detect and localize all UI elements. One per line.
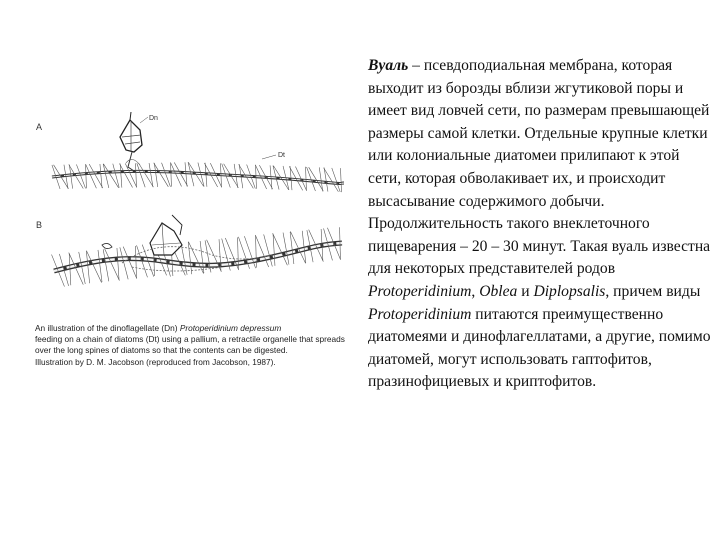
spine	[321, 229, 322, 245]
spine	[58, 271, 64, 287]
spine	[327, 228, 334, 244]
spine	[226, 176, 230, 188]
spine	[309, 230, 316, 246]
spine	[295, 167, 301, 179]
spine	[149, 163, 151, 175]
spine	[124, 263, 128, 279]
spine	[255, 235, 262, 251]
caption-credit: Illustration by D. M. Jacobson (reproduced from Jacobson, 1987).	[35, 356, 276, 367]
spine	[336, 180, 340, 192]
spine	[331, 180, 338, 192]
spine	[205, 240, 208, 256]
spine	[70, 269, 71, 285]
spine	[76, 177, 83, 189]
spine	[148, 261, 154, 277]
caption-species-name: Protoperidinium depressum	[179, 323, 282, 333]
genus-name: Oblea	[479, 282, 518, 300]
spine	[137, 163, 141, 175]
dt-label: Dt	[278, 152, 285, 159]
spine	[236, 176, 238, 188]
spine	[222, 239, 226, 255]
text-run: – псевдоподиальная мембрана, которая выходит из борозды вблизи жгутиковой поры и имеет вид ловчей сети, по размерам превышающей размеры самой клетки. Отдельные крупные клетки или колониальные диатомеи прилипают к этой сети, которая обволакивает их, и происходит высасывание содержимого добычи. Продолжительность такого внеклеточного пищеварения – 20 – 30 минут. Такая вуаль известна для некоторых представителей родов	[368, 57, 711, 278]
spine	[146, 175, 153, 187]
diatom-chain-b	[54, 243, 342, 271]
spine	[141, 175, 145, 187]
panel-a-drawing	[36, 112, 344, 192]
diatom-spines-b	[52, 227, 341, 286]
spine	[238, 237, 244, 253]
spine	[309, 167, 316, 179]
spine	[91, 176, 96, 188]
dinoflagellate-cell-a	[120, 112, 142, 171]
spine	[191, 174, 194, 186]
panel-b-drawing	[36, 215, 342, 287]
text-run: ,	[471, 282, 480, 300]
caption-line-2: feeding on a chain of diatoms (Dt) using a pallium, a retractile organelle that spreads over the long spines of diatoms so that the contents can be digested.	[35, 334, 345, 356]
spine	[106, 176, 109, 188]
spine	[126, 176, 133, 188]
genus-name: Protoperidinium	[368, 305, 472, 323]
spine	[264, 234, 268, 250]
spine	[283, 166, 286, 178]
spine	[184, 259, 187, 275]
spine	[64, 270, 69, 286]
dinoflagellate-illustration	[22, 95, 352, 325]
spine	[76, 269, 83, 285]
spine	[176, 175, 182, 187]
spine	[307, 167, 311, 179]
spine	[88, 267, 90, 283]
text-run: , причем виды	[605, 282, 701, 300]
spine	[307, 230, 310, 246]
spine	[121, 176, 122, 188]
spine	[328, 244, 332, 260]
spine	[332, 168, 336, 180]
spine	[246, 176, 253, 188]
spine	[52, 255, 58, 271]
spine	[130, 263, 137, 279]
spine	[219, 239, 220, 255]
term-veil: Вуаль	[368, 57, 409, 74]
genus-name: Protoperidinium	[368, 282, 472, 300]
spine	[106, 265, 109, 281]
caption-line-1	[35, 323, 355, 334]
spine	[156, 175, 158, 187]
spine	[334, 244, 341, 260]
spine	[52, 165, 56, 177]
spine	[166, 175, 170, 187]
spine	[113, 164, 116, 176]
spine	[302, 231, 304, 247]
spine	[225, 238, 232, 254]
body-paragraph	[368, 55, 716, 394]
caption-text: An illustration of the dinoflagellate (Dn)	[35, 323, 180, 333]
text-run: питаются преимущественно диатомеями и динофлагеллатами, а другие, помимо диатомей, могут использовать гаптофитов, празинофициевых и криптофитов.	[368, 305, 711, 391]
spine	[241, 176, 243, 188]
spine	[251, 177, 255, 189]
panel-b-label: B	[36, 220, 43, 230]
spine	[244, 236, 250, 252]
spine	[206, 175, 207, 187]
spine	[324, 228, 328, 244]
genus-name: Diplopsalis	[533, 282, 606, 300]
spine	[324, 168, 331, 180]
spine	[82, 268, 85, 284]
spine	[71, 177, 73, 189]
dn-label: Dn	[149, 115, 158, 122]
spine	[319, 167, 321, 179]
panel-a-label: A	[36, 122, 43, 132]
spine	[81, 176, 86, 188]
spine	[283, 233, 286, 249]
diatom-spines-a	[52, 162, 342, 192]
spine	[270, 165, 271, 177]
diatom-chain-drawing	[22, 95, 352, 325]
figure-caption	[35, 323, 355, 368]
spine	[161, 175, 168, 187]
spine	[56, 177, 60, 189]
spine	[200, 241, 202, 257]
text-run: и	[517, 282, 534, 300]
